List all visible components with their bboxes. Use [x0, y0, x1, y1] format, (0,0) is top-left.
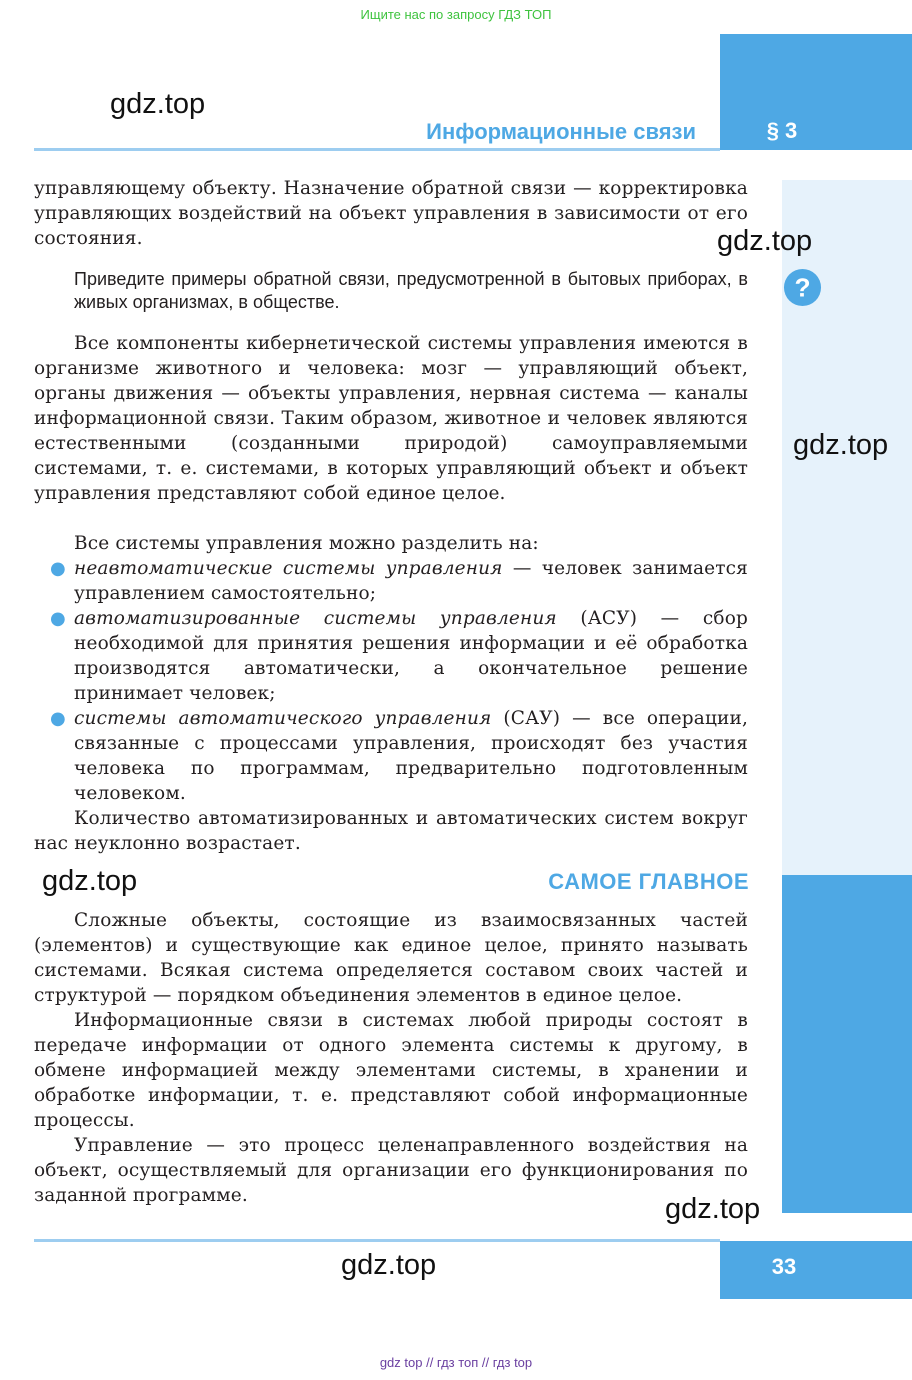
paragraph-cybernetic-system: Все компоненты кибернетической системы управления имеются в организме животного и человека: мозг — управляющий объект, органы движения — объекты управления, нервная система — каналы информационной связи. Таким образом, животное и человек являются естественными (созданными природой) самоуправляемыми системами, т. е. системами, в которых управляющий объект и объект управления представляют собой единое целое. — [34, 333, 748, 504]
question-text: Приведите примеры обратной связи, предусмотренной в бытовых приборах, в живых организмах, в обществе. — [74, 269, 748, 312]
list-item-text: — человек занимается управлением самостоятельно; — [74, 558, 748, 604]
svg-text:?: ? — [794, 272, 811, 303]
page-number: 33 — [771, 1254, 797, 1279]
list-item-term: неавтоматические системы управления — [74, 558, 503, 579]
bullet-icon: ● — [50, 608, 66, 629]
summary-paragraph: Информационные связи в системах любой природы состоят в передаче информации от одного элемента системы к другому, в обмене информацией между элементами системы, в хранении и обработке информации, т. е. представляют собой информационные процессы. — [34, 1010, 748, 1131]
watermark: gdz.top — [341, 1249, 437, 1281]
question-icon — [783, 268, 822, 307]
header-rule — [34, 148, 720, 151]
top-banner: Ищите нас по запросу ГДЗ ТОП — [360, 7, 552, 22]
list-item-term: системы автоматического управления — [74, 708, 492, 729]
list-item-text: (САУ) — все операции, связанные с процессами управления, происходят без участия человека по программам, предварительно подготовленным человеком. — [74, 708, 748, 804]
summary-paragraph: Сложные объекты, состоящие из взаимосвязанных частей (элементов) и существующие как единое целое, принято называть системами. Всякая система определяется составом своих частей и структурой — порядком объединения элементов в единое целое. — [34, 910, 748, 1006]
list-item — [74, 556, 748, 606]
watermark: gdz.top — [793, 429, 889, 461]
watermark: gdz.top — [42, 865, 138, 897]
footer-rule — [34, 1239, 720, 1242]
summary-heading: САМОЕ ГЛАВНОЕ — [548, 869, 749, 894]
list-item-term: автоматизированные системы управления — [74, 608, 557, 629]
watermark: gdz.top — [665, 1193, 761, 1225]
bottom-banner: gdz top // гдз топ // гдз top — [379, 1355, 533, 1370]
section-title: Информационные связи — [426, 119, 696, 144]
paragraph-growth: Количество автоматизированных и автоматических систем вокруг нас неуклонно возрастает. — [34, 808, 748, 854]
paragraph-classification: Все системы управления можно разделить на: — [74, 533, 539, 554]
summary-paragraph: Управление — это процесс целенаправленного воздействия на объект, осуществляемый для организации его функционирования по заданной программе. — [34, 1135, 748, 1206]
bullet-icon: ● — [50, 558, 66, 579]
watermark: gdz.top — [110, 88, 206, 120]
list-item — [74, 606, 748, 706]
watermark: gdz.top — [717, 225, 813, 257]
side-margin-strip-strong — [782, 875, 912, 1213]
section-number: § 3 — [766, 118, 798, 143]
list-item — [74, 706, 748, 806]
list-item-text: (АСУ) — сбор необходимой для принятия решения информации и её обработка производятся автоматически, а окончательное решение принимает человек; — [74, 608, 748, 704]
bullet-icon: ● — [50, 708, 66, 729]
paragraph-feedback: управляющему объекту. Назначение обратной связи — корректировка управляющих воздействий на объект управления в зависимости от его состояния. — [34, 178, 748, 249]
